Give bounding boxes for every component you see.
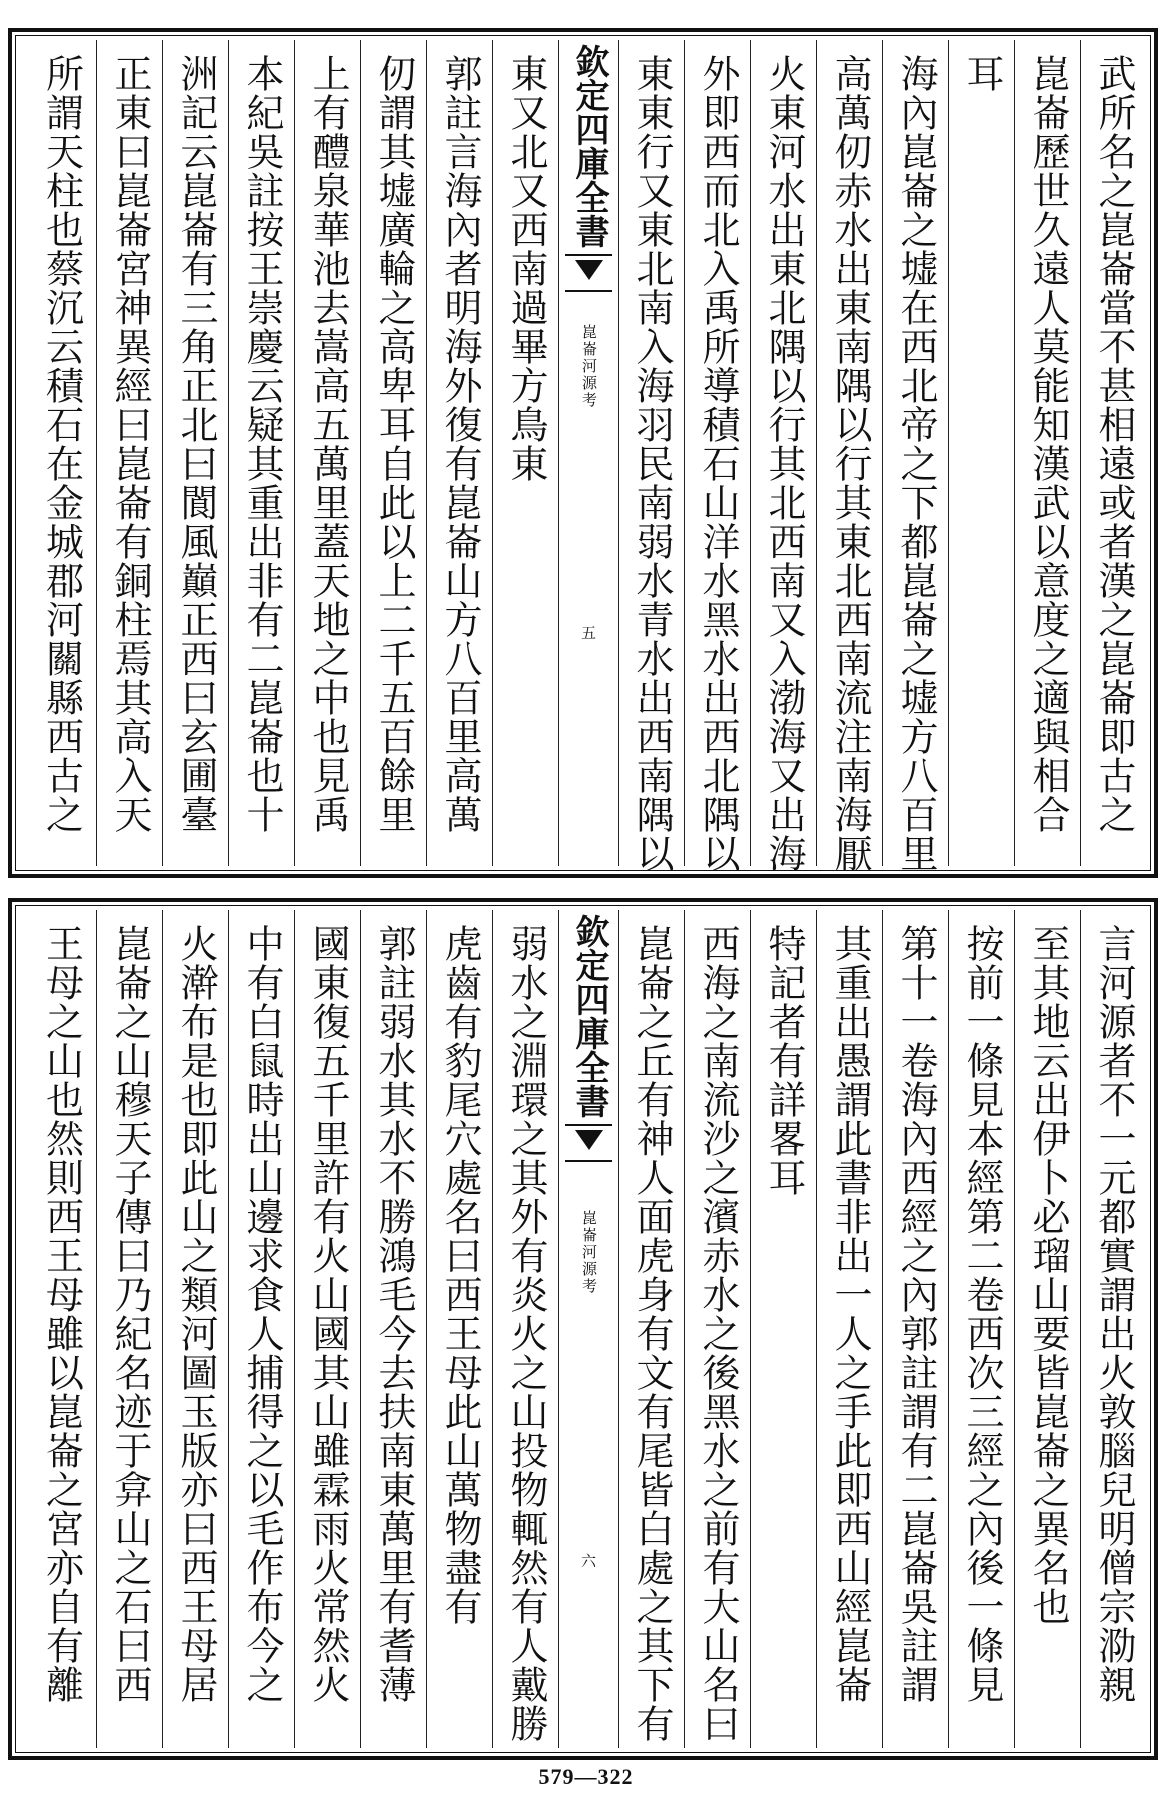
text-column [426,40,492,866]
text-column [492,910,558,1748]
text-column [26,40,96,866]
footer-page-number: 579—322 [538,1764,634,1789]
text-column [948,910,1014,1748]
column-text: 王母之山也然則西王母雖以崑崙之宮亦自有離 [39,924,84,1704]
folio-number: 六 [580,1552,596,1570]
column-text: 特記者有詳畧耳 [762,924,806,1197]
column-text: 國東復五千里許有火山國其山雖霖雨火常然火 [306,924,350,1704]
text-column [26,910,96,1748]
text-column [96,40,162,866]
text-column [162,910,228,1748]
section-title: 崑崙河源考 [580,1210,598,1295]
text-columns [20,910,1146,1748]
column-text: 正東曰崑崙宮神異經曰崑崙有銅柱焉其高入天 [108,54,152,834]
column-text: 按前一條見本經第二卷西次三經之內後一條見 [960,924,1004,1704]
text-column [816,910,882,1748]
section-title: 崑崙河源考 [580,324,598,409]
column-text: 言河源者不一元都實謂出火敦腦兒明僧宗泐親 [1092,924,1136,1704]
column-text: 崑崙歷世久遠人莫能知漢武以意度之適與相合 [1026,54,1070,834]
text-column [426,910,492,1748]
column-text: 本紀吳註按王崇慶云疑其重出非有二崑崙也十 [240,54,284,834]
upper-page [0,28,1172,878]
text-column [618,40,684,873]
column-text: 洲記云崑崙有三角正北曰閬風巔正西曰玄圃臺 [174,54,218,834]
column-text: 崑崙之丘有神人面虎身有文有尾皆白處之其下有 [630,924,674,1743]
column-text: 火澣布是也即此山之類河圖玉版亦曰西王母居 [174,924,218,1704]
text-column [816,40,882,873]
text-column [294,910,360,1748]
column-text: 中有白鼠時出山邊求食人捕得之以毛作布今之 [240,924,284,1704]
column-text: 第十一卷海內西經之內郭註謂有二崑崙吳註謂 [894,924,938,1704]
column-text: 外即西而北入禹所導積石山洋水黑水出西北隅以 [696,54,740,873]
fish-tail-mark [565,254,612,292]
center-margin [558,910,618,1748]
page-frame [8,898,1158,1760]
text-column [228,910,294,1748]
text-column [882,910,948,1748]
column-text: 郭註言海內者明海外復有崑崙山方八百里高萬 [438,54,482,834]
book-title: 欽定四庫全書 [569,914,609,1118]
column-text: 海內崑崙之墟在西北帝之下都崑崙之墟方八百里 [894,54,938,873]
column-text: 火東河水出東北隅以行其北西南又入渤海又出海 [762,54,806,873]
text-column [1014,40,1080,866]
column-text: 高萬仞赤水出東南隅以行其東北西南流注南海厭 [828,54,872,873]
text-column [228,40,294,866]
text-column [162,40,228,866]
text-columns [20,40,1146,873]
text-column [684,910,750,1748]
text-column [750,40,816,873]
column-text: 虎齒有豹尾穴處名曰西王母此山萬物盡有 [438,924,482,1626]
column-text: 所謂天柱也蔡沉云積石在金城郡河關縣西古之 [39,54,84,834]
text-column [948,40,1014,866]
column-text: 崑崙之山穆天子傳曰乃紀名迹于弇山之石曰西 [108,924,152,1704]
column-text: 武所名之崑崙當不甚相遠或者漢之崑崙即古之 [1092,54,1136,834]
text-column [750,910,816,1748]
fish-tail-mark [565,1124,612,1162]
column-text: 東東行又東北南入海羽民南弱水青水出西南隅以 [630,54,674,873]
text-column [618,910,684,1748]
text-column [96,910,162,1748]
column-text: 仞謂其墟廣輪之高卑耳自此以上二千五百餘里 [372,54,416,834]
text-column [492,40,558,866]
text-column [360,40,426,866]
folio-number: 五 [580,624,596,642]
text-column [360,910,426,1748]
text-column [1080,910,1146,1748]
text-column [882,40,948,873]
column-text: 其重出愚謂此書非出一人之手此即西山經崑崙 [828,924,872,1704]
column-text: 耳 [960,54,1004,93]
text-column [1080,40,1146,866]
text-column [684,40,750,873]
text-column [1014,910,1080,1748]
center-margin [558,40,618,866]
page-frame [8,28,1158,878]
lower-page [0,898,1172,1760]
column-text: 東又北又西南過畢方鳥東 [504,54,548,483]
column-text: 郭註弱水其水不勝鴻毛今去扶南東萬里有耆薄 [372,924,416,1704]
book-title: 欽定四庫全書 [569,44,609,248]
text-column [294,40,360,866]
column-text: 弱水之淵環之其外有炎火之山投物輒然有人戴勝 [504,924,548,1743]
column-text: 西海之南流沙之濱赤水之後黑水之前有大山名曰 [696,924,740,1743]
column-text: 上有醴泉華池去嵩高五萬里蓋天地之中也見禹 [306,54,350,834]
column-text: 至其地云出伊卜必瑠山要皆崑崙之異名也 [1026,924,1070,1626]
